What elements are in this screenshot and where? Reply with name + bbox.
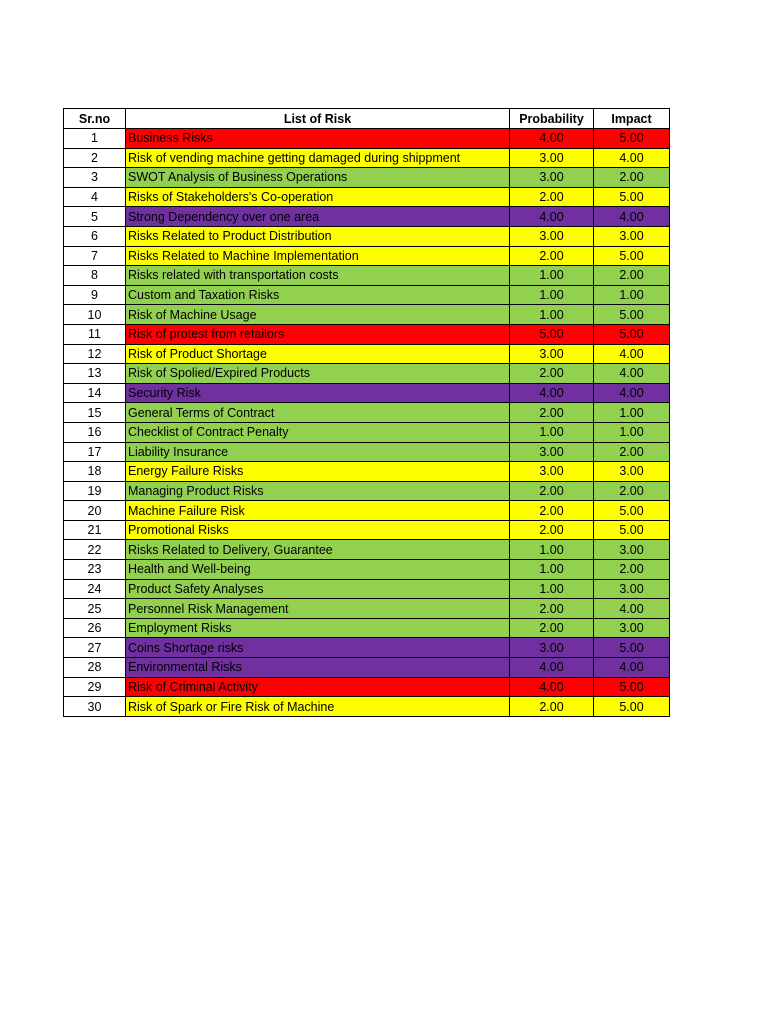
table-row [64, 148, 670, 168]
impact-cell: 4.00 [594, 207, 670, 227]
risk-name-cell: Checklist of Contract Penalty [126, 422, 510, 442]
impact-cell: 4.00 [594, 344, 670, 364]
table-row [64, 638, 670, 658]
sr-no-cell: 11 [64, 324, 126, 344]
table-row [64, 344, 670, 364]
sr-no-cell: 21 [64, 520, 126, 540]
sr-no-cell: 1 [64, 129, 126, 149]
sr-no-cell: 30 [64, 697, 126, 717]
risk-name-cell: Risk of Spark or Fire Risk of Machine [126, 697, 510, 717]
sr-no-cell: 12 [64, 344, 126, 364]
sr-no-cell: 26 [64, 618, 126, 638]
risk-name-cell: Managing Product Risks [126, 481, 510, 501]
risk-name-cell: Energy Failure Risks [126, 462, 510, 482]
table-row [64, 481, 670, 501]
sr-no-cell: 17 [64, 442, 126, 462]
impact-cell: 3.00 [594, 462, 670, 482]
table-row [64, 187, 670, 207]
table-row [64, 658, 670, 678]
impact-cell: 3.00 [594, 618, 670, 638]
sr-no-cell: 2 [64, 148, 126, 168]
probability-cell: 3.00 [510, 462, 594, 482]
impact-cell: 5.00 [594, 520, 670, 540]
probability-cell: 1.00 [510, 422, 594, 442]
impact-cell: 1.00 [594, 422, 670, 442]
sr-no-cell: 27 [64, 638, 126, 658]
impact-cell: 4.00 [594, 658, 670, 678]
risk-name-cell: Risk of Criminal Activity [126, 677, 510, 697]
impact-cell: 4.00 [594, 148, 670, 168]
impact-cell: 5.00 [594, 305, 670, 325]
table-row [64, 501, 670, 521]
table-row [64, 226, 670, 246]
table-row [64, 364, 670, 384]
probability-cell: 3.00 [510, 638, 594, 658]
probability-cell: 2.00 [510, 481, 594, 501]
impact-cell: 3.00 [594, 540, 670, 560]
sr-no-cell: 13 [64, 364, 126, 384]
sr-no-cell: 22 [64, 540, 126, 560]
risk-name-cell: Risks Related to Delivery, Guarantee [126, 540, 510, 560]
impact-cell: 5.00 [594, 129, 670, 149]
risk-name-cell: Coins Shortage risks [126, 638, 510, 658]
table-row [64, 579, 670, 599]
impact-cell: 2.00 [594, 481, 670, 501]
risk-table [63, 108, 670, 717]
sr-no-cell: 24 [64, 579, 126, 599]
header-impact: Impact [594, 109, 670, 129]
probability-cell: 4.00 [510, 658, 594, 678]
impact-cell: 5.00 [594, 324, 670, 344]
impact-cell: 5.00 [594, 246, 670, 266]
probability-cell: 3.00 [510, 148, 594, 168]
impact-cell: 2.00 [594, 168, 670, 188]
sr-no-cell: 25 [64, 599, 126, 619]
risk-name-cell: Business Risks [126, 129, 510, 149]
sr-no-cell: 3 [64, 168, 126, 188]
sr-no-cell: 10 [64, 305, 126, 325]
header-row [64, 109, 670, 129]
risk-name-cell: Health and Well-being [126, 560, 510, 580]
probability-cell: 4.00 [510, 129, 594, 149]
sr-no-cell: 19 [64, 481, 126, 501]
table-row [64, 442, 670, 462]
risk-name-cell: Risk of protest from retailors [126, 324, 510, 344]
impact-cell: 5.00 [594, 677, 670, 697]
risk-name-cell: Risks Related to Product Distribution [126, 226, 510, 246]
sr-no-cell: 5 [64, 207, 126, 227]
risk-name-cell: Machine Failure Risk [126, 501, 510, 521]
sr-no-cell: 29 [64, 677, 126, 697]
probability-cell: 2.00 [510, 246, 594, 266]
table-row [64, 383, 670, 403]
probability-cell: 2.00 [510, 618, 594, 638]
probability-cell: 4.00 [510, 677, 594, 697]
risk-name-cell: Custom and Taxation Risks [126, 285, 510, 305]
sr-no-cell: 16 [64, 422, 126, 442]
sr-no-cell: 6 [64, 226, 126, 246]
table-row [64, 520, 670, 540]
impact-cell: 4.00 [594, 383, 670, 403]
probability-cell: 2.00 [510, 599, 594, 619]
probability-cell: 2.00 [510, 501, 594, 521]
probability-cell: 4.00 [510, 383, 594, 403]
probability-cell: 5.00 [510, 324, 594, 344]
sr-no-cell: 4 [64, 187, 126, 207]
risk-name-cell: Security Risk [126, 383, 510, 403]
risk-name-cell: Promotional Risks [126, 520, 510, 540]
risk-name-cell: General Terms of Contract [126, 403, 510, 423]
probability-cell: 1.00 [510, 560, 594, 580]
impact-cell: 1.00 [594, 285, 670, 305]
table-row [64, 324, 670, 344]
header-sr-no: Sr.no [64, 109, 126, 129]
table-row [64, 599, 670, 619]
sr-no-cell: 8 [64, 266, 126, 286]
probability-cell: 3.00 [510, 442, 594, 462]
probability-cell: 3.00 [510, 226, 594, 246]
impact-cell: 5.00 [594, 638, 670, 658]
risk-name-cell: Employment Risks [126, 618, 510, 638]
impact-cell: 2.00 [594, 266, 670, 286]
risk-name-cell: Product Safety Analyses [126, 579, 510, 599]
risk-name-cell: Personnel Risk Management [126, 599, 510, 619]
table-row [64, 560, 670, 580]
risk-name-cell: Risk of Spolied/Expired Products [126, 364, 510, 384]
impact-cell: 2.00 [594, 560, 670, 580]
impact-cell: 3.00 [594, 579, 670, 599]
table-row [64, 129, 670, 149]
sr-no-cell: 28 [64, 658, 126, 678]
sr-no-cell: 9 [64, 285, 126, 305]
impact-cell: 5.00 [594, 697, 670, 717]
risk-name-cell: Environmental Risks [126, 658, 510, 678]
probability-cell: 2.00 [510, 187, 594, 207]
probability-cell: 1.00 [510, 285, 594, 305]
sr-no-cell: 23 [64, 560, 126, 580]
probability-cell: 2.00 [510, 520, 594, 540]
table-row [64, 540, 670, 560]
sr-no-cell: 20 [64, 501, 126, 521]
table-row [64, 422, 670, 442]
table-row [64, 168, 670, 188]
impact-cell: 1.00 [594, 403, 670, 423]
table-row [64, 305, 670, 325]
table-row [64, 618, 670, 638]
table-row [64, 697, 670, 717]
risk-name-cell: Risk of Product Shortage [126, 344, 510, 364]
probability-cell: 1.00 [510, 540, 594, 560]
impact-cell: 4.00 [594, 364, 670, 384]
sr-no-cell: 7 [64, 246, 126, 266]
probability-cell: 1.00 [510, 305, 594, 325]
risk-name-cell: Risks Related to Machine Implementation [126, 246, 510, 266]
probability-cell: 3.00 [510, 344, 594, 364]
risk-table-body [64, 129, 670, 717]
probability-cell: 1.00 [510, 579, 594, 599]
table-row [64, 403, 670, 423]
sr-no-cell: 14 [64, 383, 126, 403]
sr-no-cell: 18 [64, 462, 126, 482]
probability-cell: 2.00 [510, 697, 594, 717]
risk-name-cell: Risk of Machine Usage [126, 305, 510, 325]
sr-no-cell: 15 [64, 403, 126, 423]
table-row [64, 266, 670, 286]
risk-name-cell: Risk of vending machine getting damaged during shippment [126, 148, 510, 168]
probability-cell: 2.00 [510, 364, 594, 384]
impact-cell: 5.00 [594, 501, 670, 521]
impact-cell: 4.00 [594, 599, 670, 619]
risk-name-cell: Risks related with transportation costs [126, 266, 510, 286]
risk-name-cell: Risks of Stakeholders's Co-operation [126, 187, 510, 207]
probability-cell: 4.00 [510, 207, 594, 227]
impact-cell: 5.00 [594, 187, 670, 207]
risk-name-cell: SWOT Analysis of Business Operations [126, 168, 510, 188]
impact-cell: 3.00 [594, 226, 670, 246]
probability-cell: 3.00 [510, 168, 594, 188]
header-probability: Probability [510, 109, 594, 129]
probability-cell: 2.00 [510, 403, 594, 423]
risk-name-cell: Strong Dependency over one area [126, 207, 510, 227]
header-list-of-risk: List of Risk [126, 109, 510, 129]
impact-cell: 2.00 [594, 442, 670, 462]
table-row [64, 246, 670, 266]
table-row [64, 207, 670, 227]
table-row [64, 677, 670, 697]
table-row [64, 285, 670, 305]
risk-name-cell: Liability Insurance [126, 442, 510, 462]
table-row [64, 462, 670, 482]
probability-cell: 1.00 [510, 266, 594, 286]
